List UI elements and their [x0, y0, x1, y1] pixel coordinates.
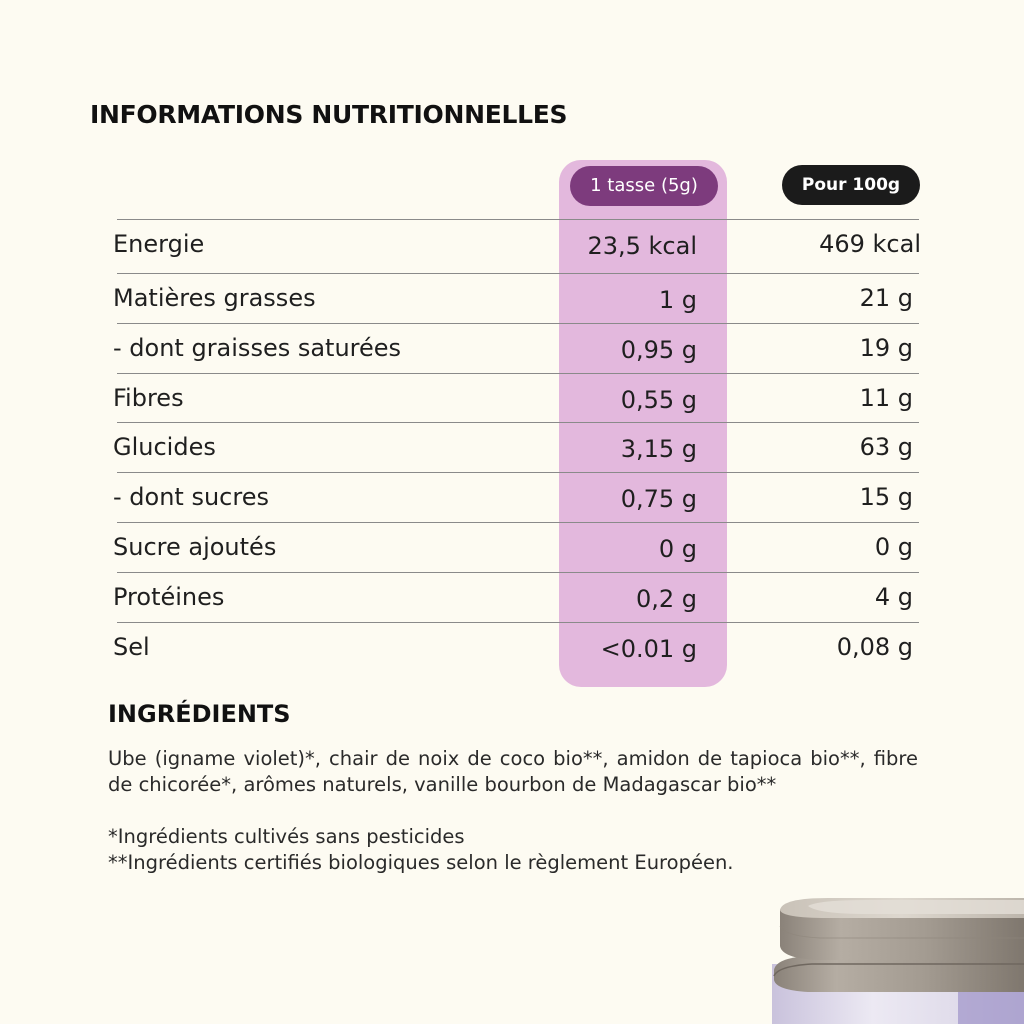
per-100g-value: 0,08 g — [836, 633, 913, 661]
table-row — [113, 622, 919, 673]
serving-value: 0 g — [658, 535, 697, 563]
nutrient-label: Fibres — [113, 384, 184, 412]
footnote-organic: **Ingrédients certifiés biologiques selon le règlement Européen. — [108, 851, 734, 874]
per-100g-value: 21 g — [859, 284, 913, 312]
table-row — [113, 323, 919, 374]
nutrient-label: Protéines — [113, 583, 225, 611]
serving-value: 0,95 g — [620, 336, 697, 364]
serving-value: 0,2 g — [635, 585, 697, 613]
nutrition-title: INFORMATIONS NUTRITIONNELLES — [90, 100, 568, 129]
table-row — [113, 472, 919, 523]
serving-value: <0.01 g — [600, 635, 697, 663]
table-row — [113, 273, 919, 324]
serving-value: 0,55 g — [620, 386, 697, 414]
table-row — [113, 522, 919, 573]
serving-value: 0,75 g — [620, 485, 697, 513]
serving-size-header: 1 tasse (5g) — [570, 166, 718, 206]
nutrient-label: - dont graisses saturées — [113, 334, 402, 362]
nutrient-label: Matières grasses — [113, 284, 316, 312]
per-100g-header: Pour 100g — [782, 165, 920, 205]
table-row — [113, 219, 921, 270]
ingredients-title: INGRÉDIENTS — [108, 700, 291, 728]
per-100g-value: 19 g — [859, 334, 913, 362]
serving-value: 3,15 g — [620, 435, 697, 463]
footnote-pesticides: *Ingrédients cultivés sans pesticides — [108, 825, 465, 848]
ingredients-text: Ube (igname violet)*, chair de noix de coco bio**, amidon de tapioca bio**, fibre de chicorée*, arômes naturels, vanille bourbon de Madagascar bio** — [108, 747, 918, 796]
tin-can-icon — [768, 896, 1024, 1024]
table-row — [113, 373, 919, 424]
per-100g-value: 0 g — [874, 533, 913, 561]
per-100g-value: 11 g — [859, 384, 913, 412]
table-row — [113, 422, 919, 473]
per-100g-value: 469 kcal — [819, 230, 921, 258]
nutrient-label: Glucides — [113, 433, 216, 461]
table-row — [113, 572, 919, 623]
per-100g-value: 63 g — [859, 433, 913, 461]
nutrient-label: - dont sucres — [113, 483, 269, 511]
nutrient-label: Sel — [113, 633, 150, 661]
nutrient-label: Energie — [113, 230, 205, 258]
serving-value: 1 g — [658, 286, 697, 314]
per-100g-value: 15 g — [859, 483, 913, 511]
per-100g-value: 4 g — [874, 583, 913, 611]
serving-value: 23,5 kcal — [587, 232, 697, 260]
nutrient-label: Sucre ajoutés — [113, 533, 277, 561]
